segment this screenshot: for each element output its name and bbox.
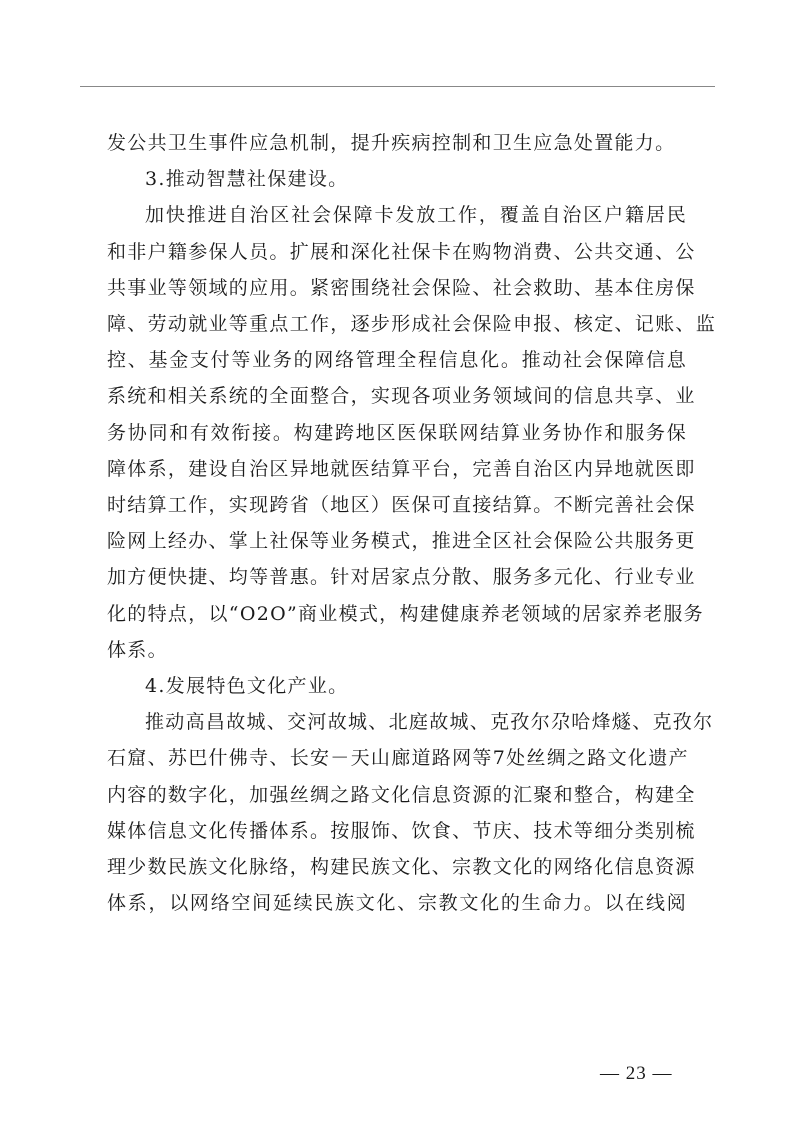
text-line: 理少数民族文化脉络，构建民族文化、宗教文化的网络化信息资源: [107, 856, 696, 878]
text-line: 内容的数字化，加强丝绸之路文化信息资源的汇聚和整合，构建全: [107, 783, 696, 806]
text-line: 时结算工作，实现跨省（地区）医保可直接结算。不断完善社会保: [107, 494, 696, 516]
text-line: 障、劳动就业等重点工作，逐步形成社会保险申报、核定、记账、监: [107, 313, 717, 335]
text-line: 体系。: [107, 638, 168, 661]
text-line: 4.发展特色文化产业。: [145, 675, 349, 697]
text-line: 系统和相关系统的全面整合，实现各项业务领域间的信息共享、业: [107, 385, 696, 408]
text-line: 体系，以网络空间延续民族文化、宗教文化的生命力。以在线阅: [107, 892, 687, 915]
text-line: 障体系，建设自治区异地就医结算平台，完善自治区内异地就医即: [107, 457, 696, 480]
text-line: 务协同和有效衔接。构建跨地区医保联网结算业务协作和服务保: [107, 421, 687, 444]
text-line: 控、基金支付等业务的网络管理全程信息化。推动社会保障信息: [107, 349, 687, 372]
header-rule: [80, 86, 715, 87]
text-line: 共事业等领域的应用。紧密围绕社会保险、社会救助、基本住房保: [107, 276, 696, 299]
text-line: 发公共卫生事件应急机制，提升疾病控制和卫生应急处置能力。: [107, 132, 676, 154]
text-line: 推动高昌故城、交河故城、北庭故城、克孜尔尕哈烽燧、克孜尔: [145, 711, 714, 734]
text-line: 险网上经办、掌上社保等业务模式，推进全区社会保险公共服务更: [107, 530, 696, 553]
text-line: 加快推进自治区社会保障卡发放工作，覆盖自治区户籍居民: [145, 204, 687, 227]
text-line: 化的特点，以“O2O”商业模式，构建健康养老领域的居家养老服务: [107, 602, 704, 625]
text-line: 3.推动智慧社保建设。: [145, 168, 349, 191]
text-line: 加方便快捷、均等普惠。针对居家点分散、服务多元化、行业专业: [107, 566, 696, 589]
page-number: — 23 —: [600, 1063, 673, 1084]
text-line: 石窟、苏巴什佛寺、长安－天山廊道路网等7处丝绸之路文化遗产: [107, 747, 689, 770]
text-line: 媒体信息文化传播体系。按服饰、饮食、节庆、技术等细分类别梳: [107, 819, 696, 842]
text-line: 和非户籍参保人员。扩展和深化社保卡在购物消费、公共交通、公: [107, 240, 696, 263]
